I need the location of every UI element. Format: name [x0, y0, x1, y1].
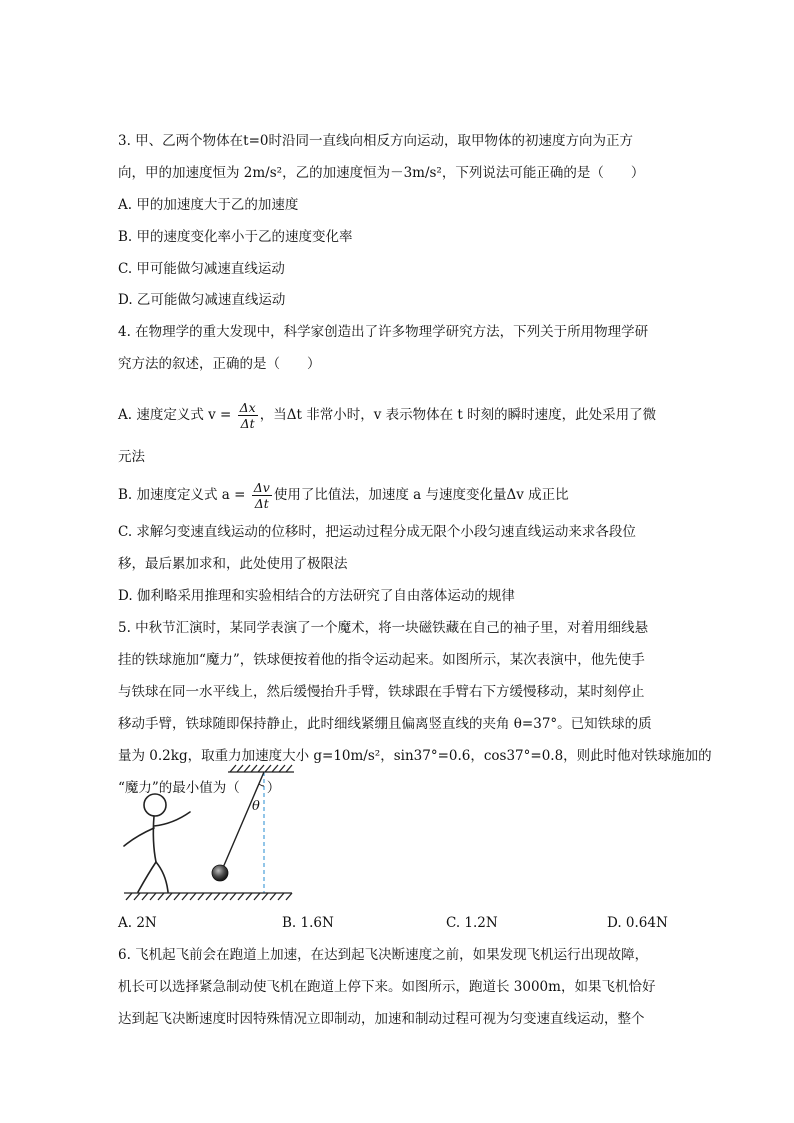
q4-option-a-continued: 元法: [118, 449, 145, 465]
acceleration-fraction: [252, 480, 272, 511]
theta-label: θ: [252, 799, 260, 814]
fraction-denominator: Δt: [254, 496, 269, 511]
q3-option-d: D. 乙可能做匀减速直线运动: [118, 292, 286, 308]
fraction-numerator: Δv: [253, 480, 270, 495]
q6-stem-line2: 机长可以选择紧急制动使飞机在跑道上停下来。如图所示，跑道长 3000m，如果飞机恰好: [118, 979, 656, 995]
q6-stem-line3: 达到起飞决断速度时因特殊情况立即制动，加速和制动过程可视为匀变速直线运动，整个: [118, 1011, 645, 1027]
q4-stem-line2: 究方法的叙述，正确的是（ ）: [118, 356, 321, 372]
q4-option-b-suffix: 使用了比值法，加速度 a 与速度变化量Δv 成正比: [273, 487, 569, 503]
q4-stem-line1: 4. 在物理学的重大发现中，科学家创造出了许多物理学研究方法，下列关于所用物理学研: [118, 324, 649, 340]
q3-stem-line1: 3. 甲、乙两个物体在t=0时沿同一直线向相反方向运动，取甲物体的初速度方向为正方: [118, 133, 633, 149]
q5-option-d: D. 0.64N: [607, 915, 668, 931]
q3-option-a: A. 甲的加速度大于乙的加速度: [118, 197, 299, 213]
q5-stem-line6: “魔力”的最小值为（ ）: [118, 780, 281, 796]
q3-stem-line2: 向，甲的加速度恒为 2m/s²，乙的加速度恒为－3m/s²，下列说法可能正确的是（ ）: [118, 165, 645, 181]
stick-figure-student: [124, 794, 190, 892]
angle-arc: [259, 784, 264, 786]
q5-stem-line1: 5. 中秋节汇演时，某同学表演了一个魔术，将一块磁铁藏在自己的袖子里，对着用细线悬: [118, 620, 649, 636]
q5-stem-line3: 与铁球在同一水平线上，然后缓慢抬升手臂，铁球跟在手臂右下方缓慢移动，某时刻停止: [118, 684, 645, 700]
q3-option-b: B. 甲的速度变化率小于乙的速度变化率: [118, 229, 353, 245]
q4-option-a: [118, 395, 656, 435]
magic-trick-figure: [118, 762, 298, 904]
q5-stem-line4: 移动手臂，铁球随即保持静止，此时细线紧绷且偏离竖直线的夹角 θ=37°。已知铁球的质: [118, 716, 652, 732]
q4-option-b: [118, 476, 569, 514]
q6-stem-line1: 6. 飞机起飞前会在跑道上加速，在达到起飞决断速度之前，如果发现飞机运行出现故障，: [118, 947, 649, 963]
q5-stem-line2: 挂的铁球施加“魔力”，铁球便按着他的指令运动起来。如图所示，某次表演中，他先使手: [118, 652, 645, 668]
fraction-numerator: Δx: [239, 400, 256, 415]
q4-option-c-line2: 移，最后累加求和，此处使用了极限法: [118, 556, 348, 572]
q3-option-c: C. 甲可能做匀减速直线运动: [118, 261, 285, 277]
iron-ball: [212, 865, 228, 881]
q5-option-a: A. 2N: [118, 915, 157, 931]
q5-option-c: C. 1.2N: [446, 915, 498, 931]
ground: [124, 893, 292, 900]
q4-option-d: D. 伽利略采用推理和实验相结合的方法研究了自由落体运动的规律: [118, 588, 515, 604]
q4-option-b-prefix: B. 加速度定义式 a =: [118, 487, 250, 503]
fraction-denominator: Δt: [240, 416, 255, 431]
velocity-fraction: [238, 400, 258, 431]
ceiling-support: [228, 765, 294, 772]
q5-option-b: B. 1.6N: [282, 915, 334, 931]
string: [222, 772, 264, 870]
q4-option-a-suffix: ，当Δt 非常小时，v 表示物体在 t 时刻的瞬时速度，此处采用了微: [259, 407, 657, 423]
q4-option-a-prefix: A. 速度定义式 v =: [118, 407, 236, 423]
q4-option-c-line1: C. 求解匀变速直线运动的位移时，把运动过程分成无限个小段匀速直线运动来求各段位: [118, 524, 636, 540]
q5-stem-line5: 量为 0.2kg，取重力加速度大小 g=10m/s²，sin37°=0.6，cos37°=0.8，则此时他对铁球施加的: [118, 748, 712, 764]
